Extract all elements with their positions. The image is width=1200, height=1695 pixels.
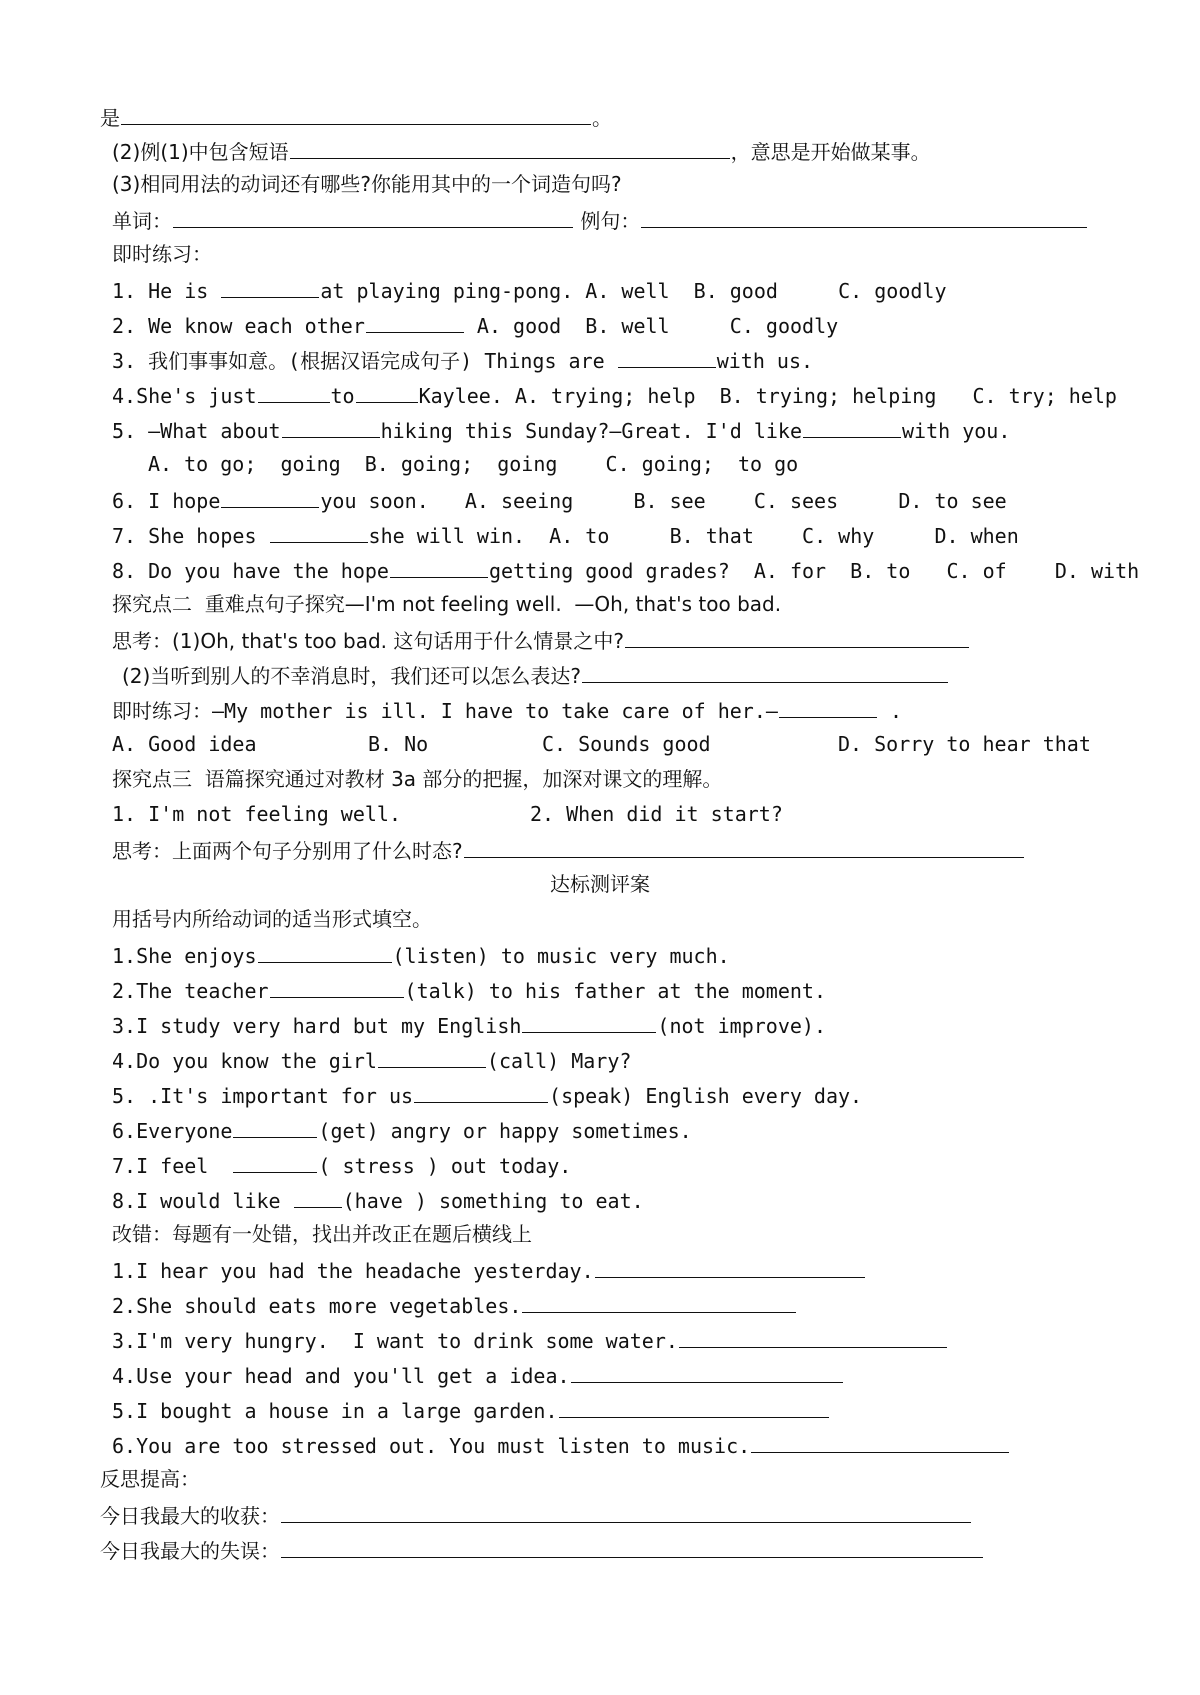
text: (listen) to music very much.: [392, 944, 730, 968]
fill-4: [112, 1045, 631, 1075]
practice-option-d: D. Sorry to hear that: [838, 732, 1091, 756]
fill-5: [112, 1080, 862, 1110]
reflection-gain: [100, 1500, 972, 1530]
question-5-options: A. to go; going B. going; going C. going; to go: [148, 452, 799, 476]
correction-6: [112, 1430, 1010, 1460]
text: getting good grades? A. for B. to C. of D. with: [488, 559, 1140, 583]
text: (2)例(1)中包含短语: [112, 140, 289, 164]
section-2-heading: 探究点二 重难点句子探究—I'm not feeling well. —Oh, that's too bad.: [112, 592, 782, 616]
practice-option-b: B. No: [368, 732, 429, 756]
answer-blank[interactable]: [559, 1395, 829, 1418]
answer-blank[interactable]: [641, 205, 1087, 228]
answer-blank[interactable]: [751, 1430, 1009, 1453]
correction-3: [112, 1325, 948, 1355]
practice-option-a: A. Good idea: [112, 732, 257, 756]
answer-blank[interactable]: [294, 1185, 342, 1208]
answer-blank[interactable]: [290, 136, 730, 159]
answer-blank[interactable]: [571, 1360, 843, 1383]
fill-7: [112, 1150, 571, 1180]
text: 2.She should eats more vegetables.: [112, 1294, 522, 1318]
text: (talk) to his father at the moment.: [404, 979, 826, 1003]
think-1: [112, 625, 970, 655]
fill-instructions: 用括号内所给动词的适当形式填空。: [112, 907, 432, 931]
section-3-sentence-2: 2. When did it start?: [530, 802, 783, 826]
answer-blank[interactable]: [582, 660, 948, 683]
answer-blank[interactable]: [618, 345, 716, 368]
text: 即时练习：—My mother is ill. I have to take care of her.—: [112, 699, 778, 723]
text: (call) Mary?: [486, 1049, 632, 1073]
text: ，意思是开始做某事。: [730, 140, 931, 164]
think-3: [112, 835, 1025, 865]
fill-3: [112, 1010, 826, 1040]
text: .: [877, 699, 903, 723]
answer-blank[interactable]: [173, 205, 573, 228]
text: 思考：上面两个句子分别用了什么时态?: [112, 839, 463, 863]
line-5: 即时练习：: [112, 242, 212, 266]
answer-blank[interactable]: [414, 1080, 548, 1103]
answer-blank[interactable]: [270, 520, 368, 543]
correction-2: [112, 1290, 797, 1320]
text: 思考：(1)Oh, that's too bad. 这句话用于什么情景之中?: [112, 629, 625, 653]
section-title: 达标测评案: [550, 872, 650, 896]
answer-blank[interactable]: [121, 102, 591, 125]
answer-blank[interactable]: [233, 1115, 317, 1138]
line-2: [112, 136, 931, 166]
answer-blank[interactable]: [270, 975, 404, 998]
text: 5. .It's important for us: [112, 1084, 414, 1108]
answer-blank[interactable]: [464, 835, 1024, 858]
text: with us.: [716, 349, 814, 373]
text: 8.I would like: [112, 1189, 293, 1213]
answer-blank[interactable]: [625, 625, 969, 648]
text: 今日我最大的收获：: [100, 1504, 280, 1528]
practice-option-c: C. Sounds good: [542, 732, 711, 756]
text: 5.I bought a house in a large garden.: [112, 1399, 558, 1423]
answer-blank[interactable]: [390, 555, 488, 578]
text: 单词：: [112, 209, 172, 233]
question-8: [112, 555, 1139, 585]
answer-blank[interactable]: [595, 1255, 865, 1278]
text: 7. She hopes: [112, 524, 269, 548]
question-7: [112, 520, 1019, 550]
question-3: [112, 345, 813, 375]
text: (speak) English every day.: [549, 1084, 863, 1108]
text: Kaylee. A. trying; help B. trying; helping C. try; help: [418, 384, 1117, 408]
text: A. good B. well C. goodly: [464, 314, 839, 338]
answer-blank[interactable]: [378, 1045, 486, 1068]
text: (2)当听到别人的不幸消息时，我们还可以怎么表达?: [122, 664, 581, 688]
fill-6: [112, 1115, 692, 1145]
line-3: (3)相同用法的动词还有哪些?你能用其中的一个词造句吗?: [112, 172, 622, 196]
text: 6. I hope: [112, 489, 221, 513]
answer-blank[interactable]: [356, 380, 418, 403]
fill-8: [112, 1185, 644, 1215]
text: (not improve).: [657, 1014, 826, 1038]
text: 例句：: [574, 209, 641, 233]
text: 今日我最大的失误：: [100, 1539, 280, 1563]
question-1: [112, 275, 947, 305]
reflection-mistake: [100, 1535, 984, 1565]
think-2: [122, 660, 949, 690]
correction-4: [112, 1360, 844, 1390]
question-4: [112, 380, 1117, 410]
section-3-sentence-1: 1. I'm not feeling well.: [112, 802, 401, 826]
answer-blank[interactable]: [221, 275, 319, 298]
text: at playing ping-pong. A. well B. good C. goodly: [320, 279, 947, 303]
text: 3. 我们事事如意。(根据汉语完成句子) Things are: [112, 349, 617, 373]
fill-1: [112, 940, 730, 970]
practice-dialogue: [112, 695, 902, 725]
text: 3.I study very hard but my English: [112, 1014, 522, 1038]
correction-5: [112, 1395, 830, 1425]
text: 7.I feel: [112, 1154, 233, 1178]
answer-blank[interactable]: [221, 485, 319, 508]
reflection-heading: 反思提高：: [100, 1467, 200, 1491]
text: 。: [592, 106, 612, 130]
text: to: [330, 384, 355, 408]
text: 5. —What about: [112, 419, 281, 443]
correction-1: [112, 1255, 866, 1285]
answer-blank[interactable]: [803, 415, 901, 438]
question-2: [112, 310, 838, 340]
answer-blank[interactable]: [522, 1290, 796, 1313]
text: (have ) something to eat.: [342, 1189, 644, 1213]
text: 1. He is: [112, 279, 221, 303]
answer-blank[interactable]: [679, 1325, 947, 1348]
answer-blank[interactable]: [233, 1150, 317, 1173]
line-4: [112, 205, 1088, 235]
text: 8. Do you have the hope: [112, 559, 389, 583]
text: with you.: [902, 419, 1011, 443]
answer-blank[interactable]: [258, 940, 392, 963]
text: 4.Do you know the girl: [112, 1049, 377, 1073]
text: she will win. A. to B. that C. why D. when: [368, 524, 1019, 548]
answer-blank[interactable]: [522, 1010, 656, 1033]
answer-blank[interactable]: [281, 1535, 983, 1558]
answer-blank[interactable]: [366, 310, 464, 333]
text: 1.I hear you had the headache yesterday.: [112, 1259, 594, 1283]
fill-2: [112, 975, 826, 1005]
text: 6.You are too stressed out. You must listen to music.: [112, 1434, 751, 1458]
text: 4.She's just: [112, 384, 257, 408]
correction-instructions: 改错：每题有一处错，找出并改正在题后横线上: [112, 1222, 532, 1246]
answer-blank[interactable]: [779, 695, 877, 718]
section-3-heading: 探究点三 语篇探究通过对教材 3a 部分的把握，加深对课文的理解。: [112, 767, 723, 791]
text: 1.She enjoys: [112, 944, 257, 968]
text: 3.I'm very hungry. I want to drink some water.: [112, 1329, 678, 1353]
text: (get) angry or happy sometimes.: [318, 1119, 692, 1143]
text: 6.Everyone: [112, 1119, 233, 1143]
text: 是: [100, 106, 120, 130]
line-1: [100, 102, 612, 132]
text: 2. We know each other: [112, 314, 365, 338]
text: you soon. A. seeing B. see C. sees D. to see: [320, 489, 1007, 513]
answer-blank[interactable]: [281, 1500, 971, 1523]
text: 2.The teacher: [112, 979, 269, 1003]
answer-blank[interactable]: [282, 415, 380, 438]
answer-blank[interactable]: [258, 380, 330, 403]
text: hiking this Sunday?—Great. I'd like: [380, 419, 803, 443]
text: ( stress ) out today.: [318, 1154, 572, 1178]
question-6: [112, 485, 1007, 515]
text: 4.Use your head and you'll get a idea.: [112, 1364, 570, 1388]
question-5: [112, 415, 1010, 445]
